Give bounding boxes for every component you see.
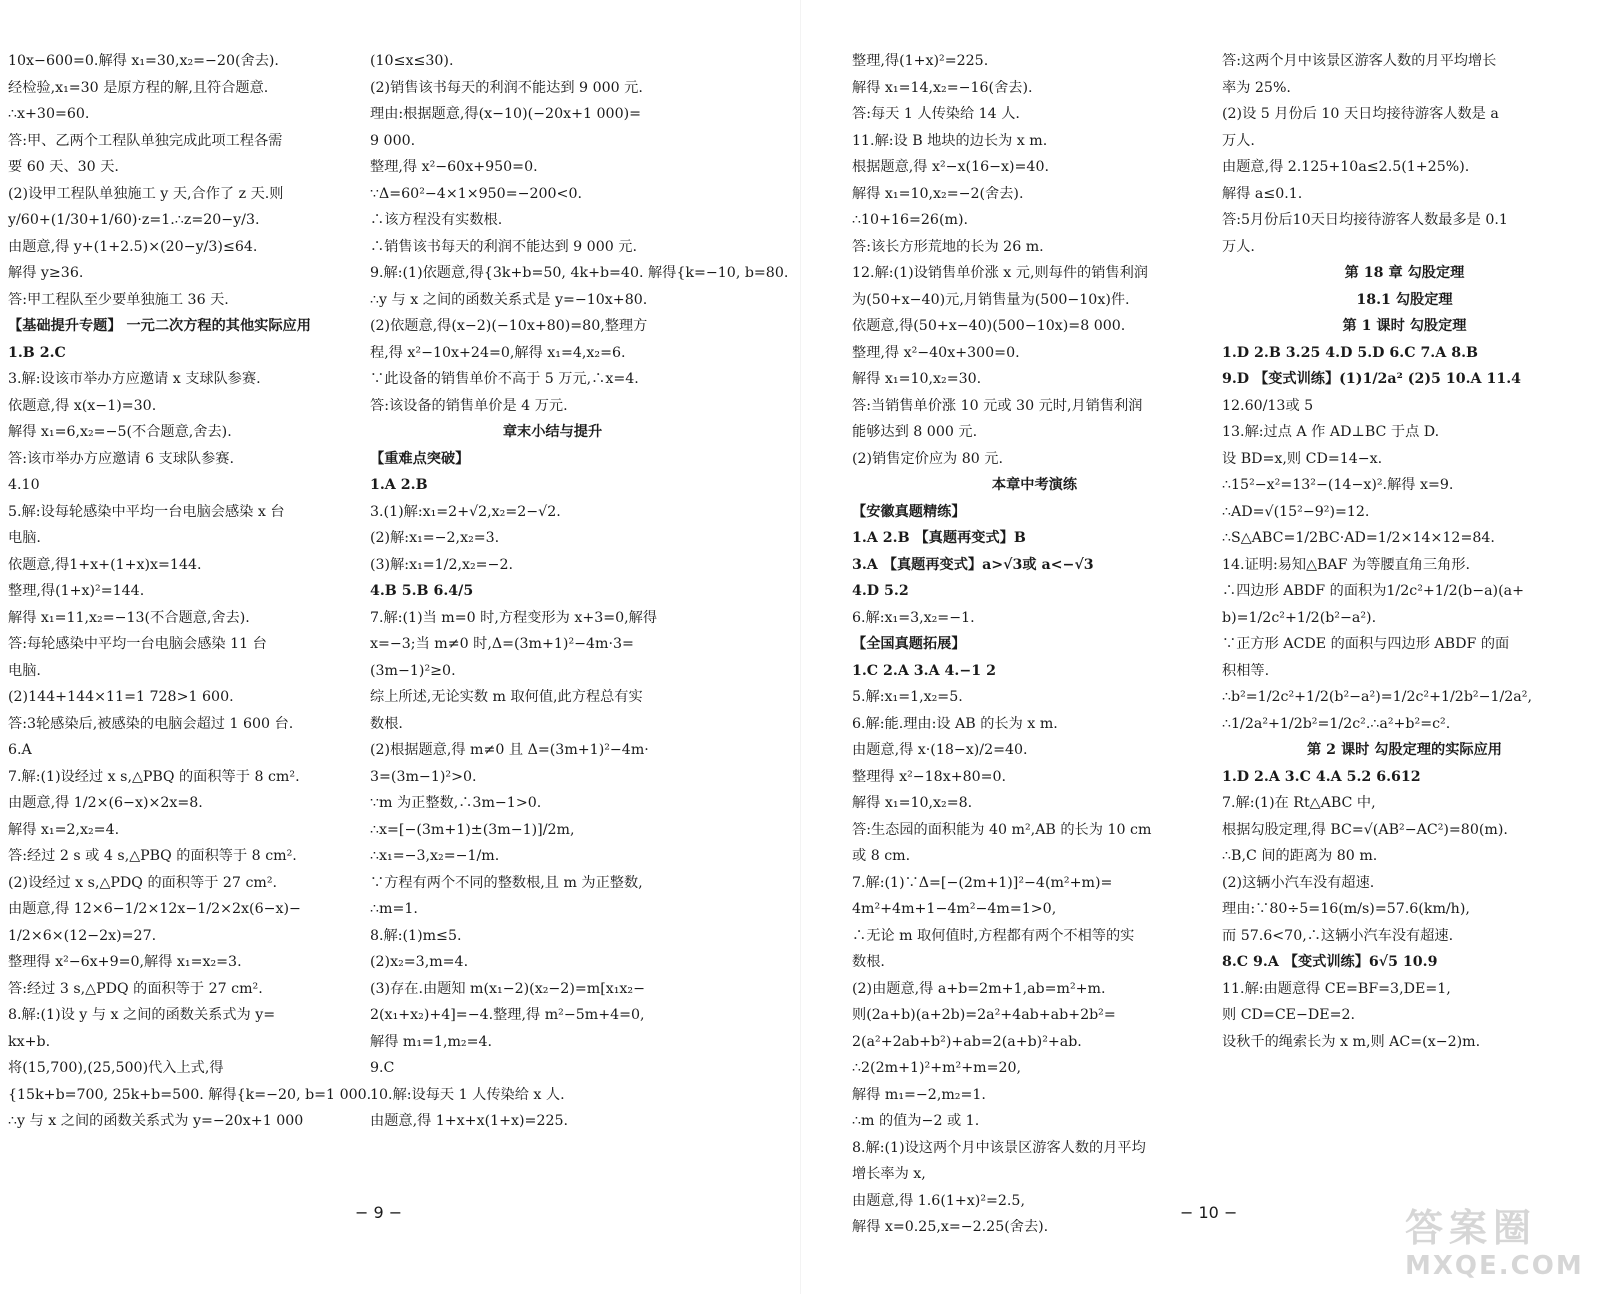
text-line: 2(a²+2ab+b²)+ab=2(a+b)²+ab. — [852, 1033, 1082, 1050]
text-line: ∴四边形 ABDF 的面积为1/2c²+1/2(b−a)(a+ — [1222, 583, 1524, 599]
text-line: 依题意,得 x(x−1)=30. — [8, 397, 157, 414]
text-line: 整理,得 x²−40x+300=0. — [852, 344, 1020, 361]
text-line: 6.解:x₁=3,x₂=−1. — [852, 609, 975, 626]
text-line: 6.解:能.理由:设 AB 的长为 x m. — [852, 715, 1058, 732]
text-line: 率为 25%. — [1222, 79, 1291, 96]
text-line: 3.A 【真题再变式】a>√3或 a<−√3 — [852, 556, 1094, 573]
text-line: 答:甲、乙两个工程队单独完成此项工程各需 — [8, 132, 283, 149]
text-line: 要 60 天、30 天. — [8, 159, 119, 175]
text-line: 而 57.6<70,∴这辆小汽车没有超速. — [1222, 927, 1454, 944]
text-line: 1.A 2.B 【真题再变式】B — [852, 530, 1026, 546]
text-line: 解得 y≥36. — [8, 265, 84, 281]
text-line: 则 CD=CE−DE=2. — [1222, 1007, 1356, 1023]
text-line: 由题意,得 y+(1+2.5)×(20−y/3)≤64. — [8, 238, 258, 255]
text-line: ∵m 为正整数,∴3m−1>0. — [370, 795, 542, 811]
text-line: ∵Δ=60²−4×1×950=−200<0. — [370, 185, 582, 202]
watermark-logo — [1405, 1205, 1595, 1287]
text-line: 本章中考演练 — [991, 477, 1078, 493]
text-line: ∴x₁=−3,x₂=−1/m. — [370, 848, 500, 864]
text-line: 1.A 2.B — [370, 477, 428, 493]
watermark-text: 答案圈 — [1405, 1206, 1538, 1250]
text-line: ∴B,C 间的距离为 80 m. — [1222, 848, 1378, 864]
text-line: 1.D 2.A 3.C 4.A 5.2 6.612 — [1222, 768, 1421, 785]
text-line: 答:当销售单价涨 10 元或 30 元时,月销售利润 — [852, 397, 1143, 414]
text-line: 综上所述,无论实数 m 取何值,此方程总有实 — [370, 689, 643, 705]
text-line: ∴该方程没有实数根. — [370, 212, 503, 228]
text-line: 8.解:(1)m≤5. — [370, 927, 462, 944]
text-line: 数根. — [852, 954, 885, 970]
text-line: 1/2×6×(12−2x)=27. — [8, 927, 157, 944]
text-line: b)=1/2c²+1/2(b²−a²). — [1222, 609, 1377, 626]
text-line: 10x−600=0.解得 x₁=30,x₂=−20(舍去). — [8, 53, 279, 69]
text-line: 由题意,得 1/2×(6−x)×2x=8. — [8, 795, 203, 811]
text-line: 解得 x₁=6,x₂=−5(不合题意,舍去). — [8, 424, 232, 440]
text-line: 8.解:(1)设这两个月中该景区游客人数的月平均 — [852, 1139, 1146, 1156]
text-line: y/60+(1/30+1/60)·z=1.∴z=20−y/3. — [8, 212, 260, 228]
text-line: (3)存在.由题知 m(x₁−2)(x₂−2)=m[x₁x₂− — [370, 980, 645, 997]
text-line: ∴15²−x²=13²−(14−x)².解得 x=9. — [1222, 477, 1454, 493]
text-line: 则(2a+b)(a+2b)=2a²+4ab+ab+2b²= — [852, 1007, 1116, 1023]
text-line: 万人. — [1222, 238, 1255, 255]
column-4 — [1222, 48, 1587, 1055]
text-line: 整理得 x²−18x+80=0. — [852, 768, 1007, 785]
text-line: 答:该市举办方应邀请 6 支球队参赛. — [8, 450, 234, 467]
text-line: 答:该设备的销售单价是 4 万元. — [370, 397, 568, 414]
text-line: 7.解:(1)在 Rt△ABC 中, — [1222, 795, 1376, 811]
text-line: 解得 x₁=14,x₂=−16(舍去). — [852, 79, 1033, 96]
text-line: 1.D 2.B 3.25 4.D 5.D 6.C 7.A 8.B — [1222, 344, 1478, 361]
text-line: ∴x+30=60. — [8, 106, 90, 122]
text-line: 11.解:设 B 地块的边长为 x m. — [852, 132, 1048, 149]
text-line: 【安徽真题精练】 — [852, 503, 966, 520]
text-line: ∴AD=√(15²−9²)=12. — [1222, 503, 1370, 520]
text-line: 7.解:(1)∵Δ=[−(2m+1)]²−4(m²+m)= — [852, 874, 1113, 891]
text-line: 5.解:设每轮感染中平均一台电脑会感染 x 台 — [8, 503, 285, 520]
text-line: {15k+b=700, 25k+b=500. 解得{k=−20, b=1 000. — [8, 1086, 372, 1103]
text-line: (3)解:x₁=1/2,x₂=−2. — [370, 556, 513, 573]
text-line: (2)设 5 月份后 10 天日均接待游客人数是 a — [1222, 106, 1499, 122]
text-line: (2)144+144×11=1 728>1 600. — [8, 689, 234, 705]
text-line: 【全国真题拓展】 — [852, 636, 966, 652]
text-line: ∴1/2a²+1/2b²=1/2c².∴a²+b²=c². — [1222, 715, 1451, 732]
text-line: 整理,得(1+x)²=144. — [8, 583, 145, 599]
text-line: 数根. — [370, 715, 403, 732]
text-line: 能够达到 8 000 元. — [852, 424, 978, 440]
text-line: 理由:∵80÷5=16(m/s)=57.6(km/h), — [1222, 901, 1470, 917]
text-line: 依题意,得(50+x−40)(500−10x)=8 000. — [852, 318, 1126, 334]
text-line: 由题意,得 x·(18−x)/2=40. — [852, 742, 1028, 758]
text-line: (2)销售定价应为 80 元. — [852, 450, 1003, 467]
page-number-right: − 10 − — [1180, 1203, 1238, 1222]
text-line: 解得 x₁=10,x₂=−2(舍去). — [852, 185, 1024, 202]
text-line: 答:每轮感染中平均一台电脑会感染 11 台 — [8, 636, 267, 652]
text-line: 由题意,得 12×6−1/2×12x−1/2×2x(6−x)− — [8, 901, 301, 917]
text-line: 解得 m₁=1,m₂=4. — [370, 1033, 493, 1050]
text-line: 4m²+4m+1−4m²−4m=1>0, — [852, 901, 1057, 917]
text-line: 整理得 x²−6x+9=0,解得 x₁=x₂=3. — [8, 954, 242, 970]
text-line: (3m−1)²≥0. — [370, 662, 456, 679]
text-line: (2)设甲工程队单独施工 y 天,合作了 z 天.则 — [8, 185, 284, 202]
text-line: 由题意,得 2.125+10a≤2.5(1+25%). — [1222, 159, 1470, 175]
text-line: 设秋千的绳索长为 x m,则 AC=(x−2)m. — [1222, 1033, 1481, 1050]
text-line: (2)解:x₁=−2,x₂=3. — [370, 530, 500, 546]
text-line: 解得 a≤0.1. — [1222, 185, 1303, 202]
text-line: 答:每天 1 人传染给 14 人. — [852, 106, 1020, 122]
page-divider — [800, 0, 801, 1294]
text-line: 答:经过 2 s 或 4 s,△PBQ 的面积等于 8 cm². — [8, 848, 297, 864]
text-line: ∴m 的值为−2 或 1. — [852, 1113, 980, 1129]
text-line: (2)依题意,得(x−2)(−10x+80)=80,整理方 — [370, 318, 648, 334]
text-line: 【重难点突破】 — [370, 450, 470, 467]
text-line: (2)由题意,得 a+b=2m+1,ab=m²+m. — [852, 980, 1106, 997]
text-line: 6.A — [8, 742, 32, 758]
text-line: ∴销售该书每天的利润不能达到 9 000 元. — [370, 238, 637, 255]
text-line: 5.解:x₁=1,x₂=5. — [852, 689, 963, 705]
text-line: 4.D 5.2 — [852, 583, 909, 599]
text-line: 1.B 2.C — [8, 344, 66, 361]
text-line: 答:3轮感染后,被感染的电脑会超过 1 600 台. — [8, 715, 294, 732]
text-line: 理由:根据题意,得(x−10)(−20x+1 000)= — [370, 106, 642, 122]
text-line: 增长率为 x, — [852, 1166, 926, 1182]
text-line: ∵方程有两个不同的整数根,且 m 为正整数, — [370, 874, 643, 891]
text-line: (10≤x≤30). — [370, 53, 454, 69]
text-line: 9.解:(1)依题意,得{3k+b=50, 4k+b=40. 解得{k=−10, b=80. — [370, 265, 789, 281]
text-line: kx+b. — [8, 1033, 51, 1050]
text-line: 万人. — [1222, 132, 1255, 149]
text-line: 7.解:(1)当 m=0 时,方程变形为 x+3=0,解得 — [370, 609, 658, 626]
text-line: 答:经过 3 s,△PDQ 的面积等于 27 cm². — [8, 980, 263, 997]
text-line: 9.D 【变式训练】(1)1/2a² (2)5 10.A 11.4 — [1222, 371, 1522, 387]
watermark-url: MXQE.COM — [1405, 1251, 1584, 1281]
text-line: 8.C 9.A 【变式训练】6√5 10.9 — [1222, 954, 1438, 970]
text-line: 3.(1)解:x₁=2+√2,x₂=2−√2. — [370, 503, 561, 520]
text-line: 13.解:过点 A 作 AD⊥BC 于点 D. — [1222, 424, 1440, 440]
text-line: 根据题意,得 x²−x(16−x)=40. — [852, 159, 1049, 175]
text-line: 解得 x=0.25,x=−2.25(舍去). — [852, 1219, 1049, 1235]
text-line: ∴无论 m 取何值时,方程都有两个不相等的实 — [852, 927, 1135, 944]
text-line: ∴m=1. — [370, 901, 418, 917]
text-line: 解得 x₁=2,x₂=4. — [8, 821, 120, 838]
text-line: ∴y 与 x 之间的函数关系式是 y=−10x+80. — [370, 291, 648, 308]
text-line: 3=(3m−1)²>0. — [370, 768, 477, 785]
page-number-left: − 9 − — [355, 1203, 403, 1222]
text-line: 7.解:(1)设经过 x s,△PBQ 的面积等于 8 cm². — [8, 768, 300, 785]
text-line: 3.解:设该市举办方应邀请 x 支球队参赛. — [8, 371, 261, 387]
column-1 — [8, 48, 373, 1135]
text-line: 【基础提升专题】 一元二次方程的其他实际应用 — [8, 318, 311, 334]
text-line: 2(x₁+x₂)+4]=−4.整理,得 m²−5m+4=0, — [370, 1007, 645, 1023]
text-line: 解得 m₁=−2,m₂=1. — [852, 1086, 986, 1103]
text-line: 9.C — [370, 1060, 395, 1076]
text-line: ∴S△ABC=1/2BC·AD=1/2×14×12=84. — [1222, 530, 1495, 546]
text-line: 8.解:(1)设 y 与 x 之间的函数关系式为 y= — [8, 1007, 276, 1023]
text-line: 14.证明:易知△BAF 为等腰直角三角形. — [1222, 556, 1471, 573]
text-line: 4.10 — [8, 477, 40, 493]
text-line: 第 1 课时 勾股定理 — [1342, 318, 1467, 334]
text-line: ∴b²=1/2c²+1/2(b²−a²)=1/2c²+1/2b²−1/2a², — [1222, 689, 1532, 705]
text-line: 由题意,得 1+x+x(1+x)=225. — [370, 1113, 569, 1129]
text-line: 答:甲工程队至少要单独施工 36 天. — [8, 291, 229, 308]
text-line: (2)销售该书每天的利润不能达到 9 000 元. — [370, 79, 643, 96]
text-line: 9 000. — [370, 132, 416, 149]
text-line: ∴2(2m+1)²+m²+m=20, — [852, 1060, 1022, 1076]
text-line: 整理,得(1+x)²=225. — [852, 53, 989, 69]
column-2 — [370, 48, 789, 1135]
text-line: 答:该长方形荒地的长为 26 m. — [852, 238, 1044, 255]
text-line: (2)根据题意,得 m≠0 且 Δ=(3m+1)²−4m· — [370, 742, 649, 758]
text-line: 积相等. — [1222, 662, 1270, 679]
text-line: 第 2 课时 勾股定理的实际应用 — [1307, 742, 1502, 758]
text-line: 解得 x₁=10,x₂=8. — [852, 795, 973, 811]
text-line: ∴10+16=26(m). — [852, 212, 968, 228]
text-line: 12.60/13或 5 — [1222, 397, 1314, 414]
text-line: 11.解:由题意得 CE=BF=3,DE=1, — [1222, 980, 1451, 997]
text-line: 设 BD=x,则 CD=14−x. — [1222, 450, 1383, 467]
text-line: (2)这辆小汽车没有超速. — [1222, 874, 1375, 891]
text-line: 1.C 2.A 3.A 4.−1 2 — [852, 662, 996, 679]
text-line: 答:5月份后10天日均接待游客人数最多是 0.1 — [1222, 212, 1508, 228]
text-line: 4.B 5.B 6.4/5 — [370, 583, 474, 599]
text-line: 答:生态园的面积能为 40 m²,AB 的长为 10 cm — [852, 821, 1152, 838]
text-line: 根据勾股定理,得 BC=√(AB²−AC²)=80(m). — [1222, 821, 1508, 838]
text-line: 程,得 x²−10x+24=0,解得 x₁=4,x₂=6. — [370, 344, 626, 361]
text-line: ∴y 与 x 之间的函数关系式为 y=−20x+1 000 — [8, 1113, 304, 1129]
text-line: (2)设经过 x s,△PDQ 的面积等于 27 cm². — [8, 874, 278, 891]
text-line: x=−3;当 m≠0 时,Δ=(3m+1)²−4m·3= — [370, 636, 634, 652]
text-line: 答:这两个月中该景区游客人数的月平均增长 — [1222, 53, 1497, 69]
text-line: 10.解:设每天 1 人传染给 x 人. — [370, 1086, 565, 1103]
text-line: 电脑. — [8, 662, 41, 679]
text-line: 经检验,x₁=30 是原方程的解,且符合题意. — [8, 79, 269, 96]
text-line: 为(50+x−40)元,月销售量为(500−10x)件. — [852, 291, 1130, 308]
text-line: ∵正方形 ACDE 的面积与四边形 ABDF 的面 — [1222, 636, 1510, 652]
text-line: 整理,得 x²−60x+950=0. — [370, 159, 538, 175]
text-line: (2)x₂=3,m=4. — [370, 954, 469, 970]
text-line: ∴x=[−(3m+1)±(3m−1)]/2m, — [370, 821, 575, 838]
text-line: 解得 x₁=10,x₂=30. — [852, 371, 982, 387]
text-line: 章末小结与提升 — [502, 424, 603, 440]
text-line: 12.解:(1)设销售单价涨 x 元,则每件的销售利润 — [852, 265, 1148, 281]
text-line: 或 8 cm. — [852, 848, 911, 864]
text-line: 由题意,得 1.6(1+x)²=2.5, — [852, 1192, 1025, 1209]
text-line: 电脑. — [8, 530, 41, 546]
text-line: 将(15,700),(25,500)代入上式,得 — [8, 1060, 224, 1076]
text-line: 解得 x₁=11,x₂=−13(不合题意,舍去). — [8, 609, 250, 626]
column-3 — [852, 48, 1217, 1241]
text-line: 依题意,得1+x+(1+x)x=144. — [8, 556, 202, 573]
text-line: 第 18 章 勾股定理 — [1344, 265, 1465, 281]
text-line: ∵此设备的销售单价不高于 5 万元,∴x=4. — [370, 371, 639, 387]
text-line: 18.1 勾股定理 — [1356, 291, 1453, 308]
